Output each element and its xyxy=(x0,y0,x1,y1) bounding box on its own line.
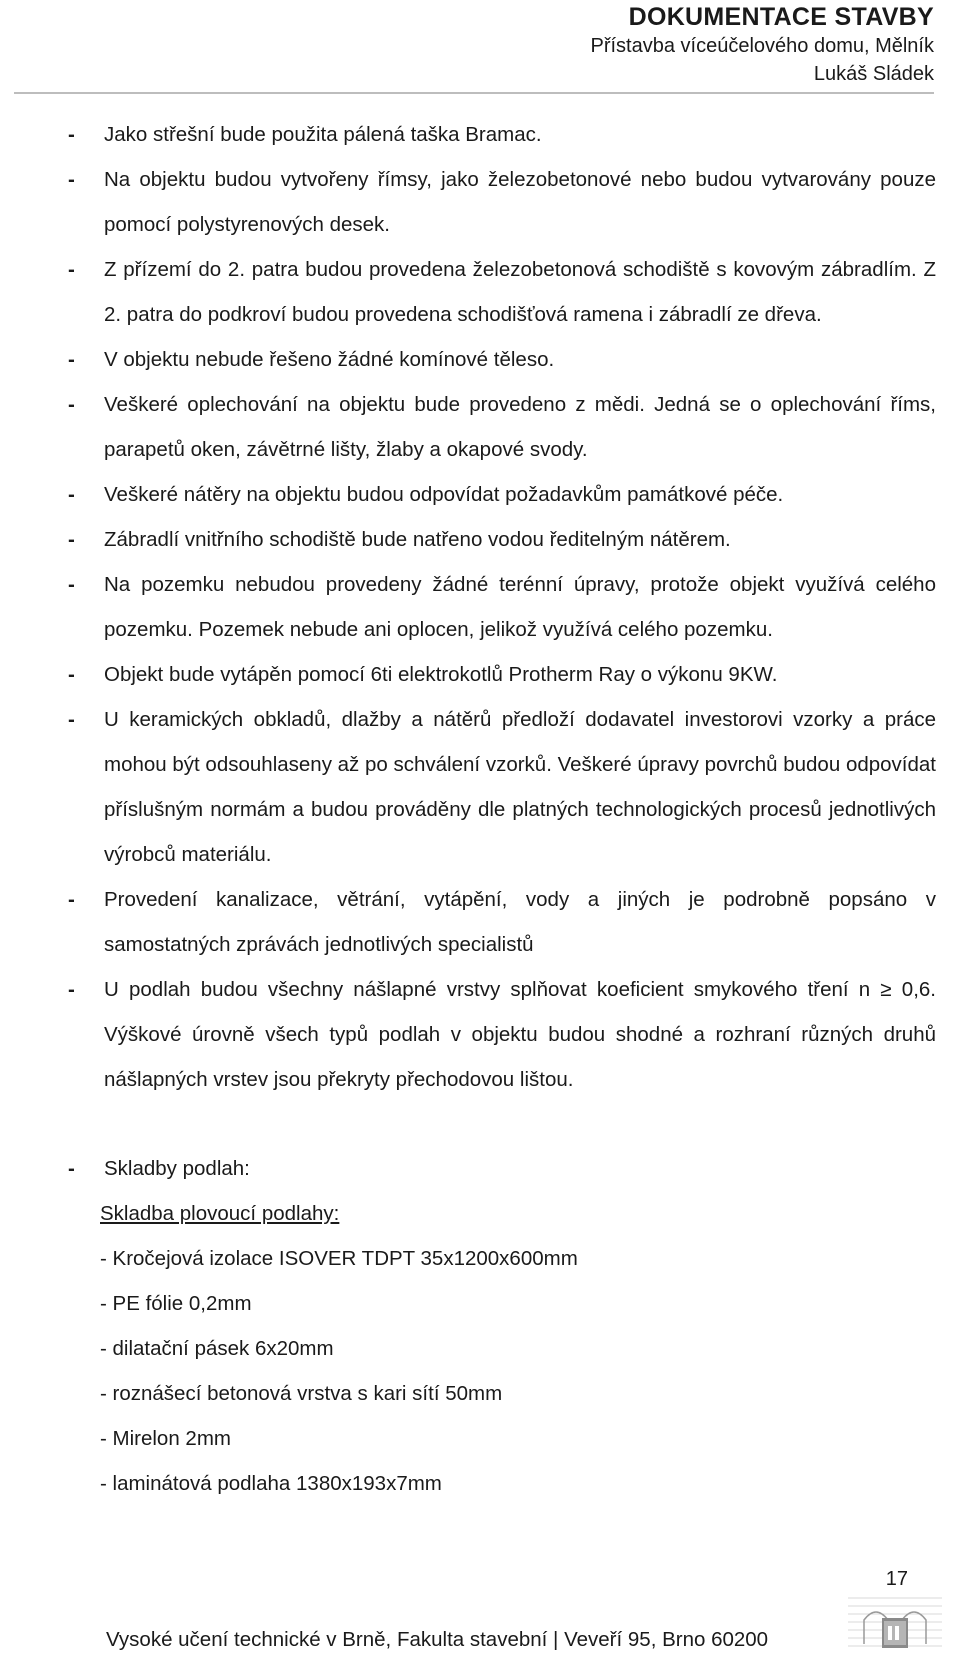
list-dash: - xyxy=(68,393,75,416)
header-divider xyxy=(14,92,934,94)
list-dash: - xyxy=(68,348,75,371)
page-number: 17 xyxy=(885,1568,908,1590)
list-item-text: Veškeré oplechování na objektu bude provedeno z mědi. Jedná se o oplechování říms, parapetů oken, závětrné lišty, žlaby a okapové svody. xyxy=(104,393,936,461)
list-dash: - xyxy=(68,1157,75,1180)
list-item xyxy=(60,337,936,382)
list-item xyxy=(60,652,936,697)
page-footer: Vysoké učení technické v Brně, Fakulta stavební | Veveří 95, Brno 60200 xyxy=(106,1628,769,1651)
floor-layer: - laminátová podlaha 1380x193x7mm xyxy=(100,1472,442,1495)
list-item-text: Zábradlí vnitřního schodiště bude natřeno vodou ředitelným nátěrem. xyxy=(104,528,731,551)
list-item-text: Z přízemí do 2. patra budou provedena železobetonová schodiště s kovovým zábradlím. Z 2. patra do podkroví budou provedena schodišťová ramena i zábradlí ze dřeva. xyxy=(104,258,936,326)
list-item-text: Na objektu budou vytvořeny římsy, jako železobetonové nebo budou vytvarovány pouze pomocí polystyrenových desek. xyxy=(104,168,936,236)
list-item xyxy=(60,967,936,1102)
list-item-text: Veškeré nátěry na objektu budou odpovídat požadavkům památkové péče. xyxy=(104,483,784,506)
list-dash: - xyxy=(68,708,75,731)
list-item xyxy=(60,247,936,337)
author-name: Lukáš Sládek xyxy=(813,63,934,85)
list-dash: - xyxy=(68,528,75,551)
floor-layer: - Mirelon 2mm xyxy=(100,1427,231,1450)
list-item xyxy=(60,517,936,562)
report-body xyxy=(60,112,936,1506)
heading-text: Skladby podlah: xyxy=(104,1157,250,1180)
list-item xyxy=(60,697,936,877)
list-item-text: U keramických obkladů, dlažby a nátěrů předloží dodavatel investorovi vzorky a práce mohou být odsouhlaseny až po schválení vzorků. Veškeré úpravy povrchů budou odpovídat příslušným normám a budou prováděny dle platných technologických procesů jednotlivých výrobců materiálu. xyxy=(104,708,936,866)
list-item xyxy=(60,472,936,517)
project-name: Přístavba víceúčelového domu, Mělník xyxy=(590,35,934,57)
list-item xyxy=(60,382,936,472)
list-dash: - xyxy=(68,663,75,686)
document-title: DOKUMENTACE STAVBY xyxy=(628,3,934,31)
floor-layer: - dilatační pásek 6x20mm xyxy=(100,1337,334,1360)
floor-layer: - PE fólie 0,2mm xyxy=(100,1292,252,1315)
list-dash: - xyxy=(68,123,75,146)
list-item-text: Jako střešní bude použita pálená taška Bramac. xyxy=(104,123,542,146)
list-item-text: Na pozemku nebudou provedeny žádné terénní úpravy, protože objekt využívá celého pozemku. Pozemek nebude ani oplocen, jelikož využívá celého pozemku. xyxy=(104,573,936,641)
list-item xyxy=(60,877,936,967)
list-dash: - xyxy=(68,258,75,281)
section-spacer xyxy=(60,1102,936,1146)
list-item xyxy=(60,112,936,157)
page-header xyxy=(590,2,934,88)
floor-compositions-heading xyxy=(60,1146,936,1191)
list-dash: - xyxy=(68,168,75,191)
list-dash: - xyxy=(68,483,75,506)
floating-floor-title: Skladba plovoucí podlahy: xyxy=(100,1202,340,1225)
list-item-text: V objektu nebude řešeno žádné komínové těleso. xyxy=(104,348,555,371)
list-item-text: Objekt bude vytápěn pomocí 6ti elektrokotlů Protherm Ray o výkonu 9KW. xyxy=(104,663,778,686)
list-item xyxy=(60,157,936,247)
list-dash: - xyxy=(68,888,75,911)
floor-layer: - Kročejová izolace ISOVER TDPT 35x1200x600mm xyxy=(100,1247,578,1270)
list-dash: - xyxy=(68,978,75,1001)
floor-layer: - roznášecí betonová vrstva s kari sítí 50mm xyxy=(100,1382,503,1405)
list-item-text: U podlah budou všechny nášlapné vrstvy splňovat koeficient smykového tření n ≥ 0,6. Výškové úrovně všech typů podlah v objektu budou shodné a rozhraní různých druhů nášlapných vrstev jsou překryty přechodovou lištou. xyxy=(104,978,936,1091)
list-item xyxy=(60,562,936,652)
faculty-logo-icon xyxy=(848,1590,942,1652)
list-dash: - xyxy=(68,573,75,596)
list-item-text: Provedení kanalizace, větrání, vytápění, vody a jiných je podrobně popsáno v samostatných zprávách jednotlivých specialistů xyxy=(104,888,936,956)
